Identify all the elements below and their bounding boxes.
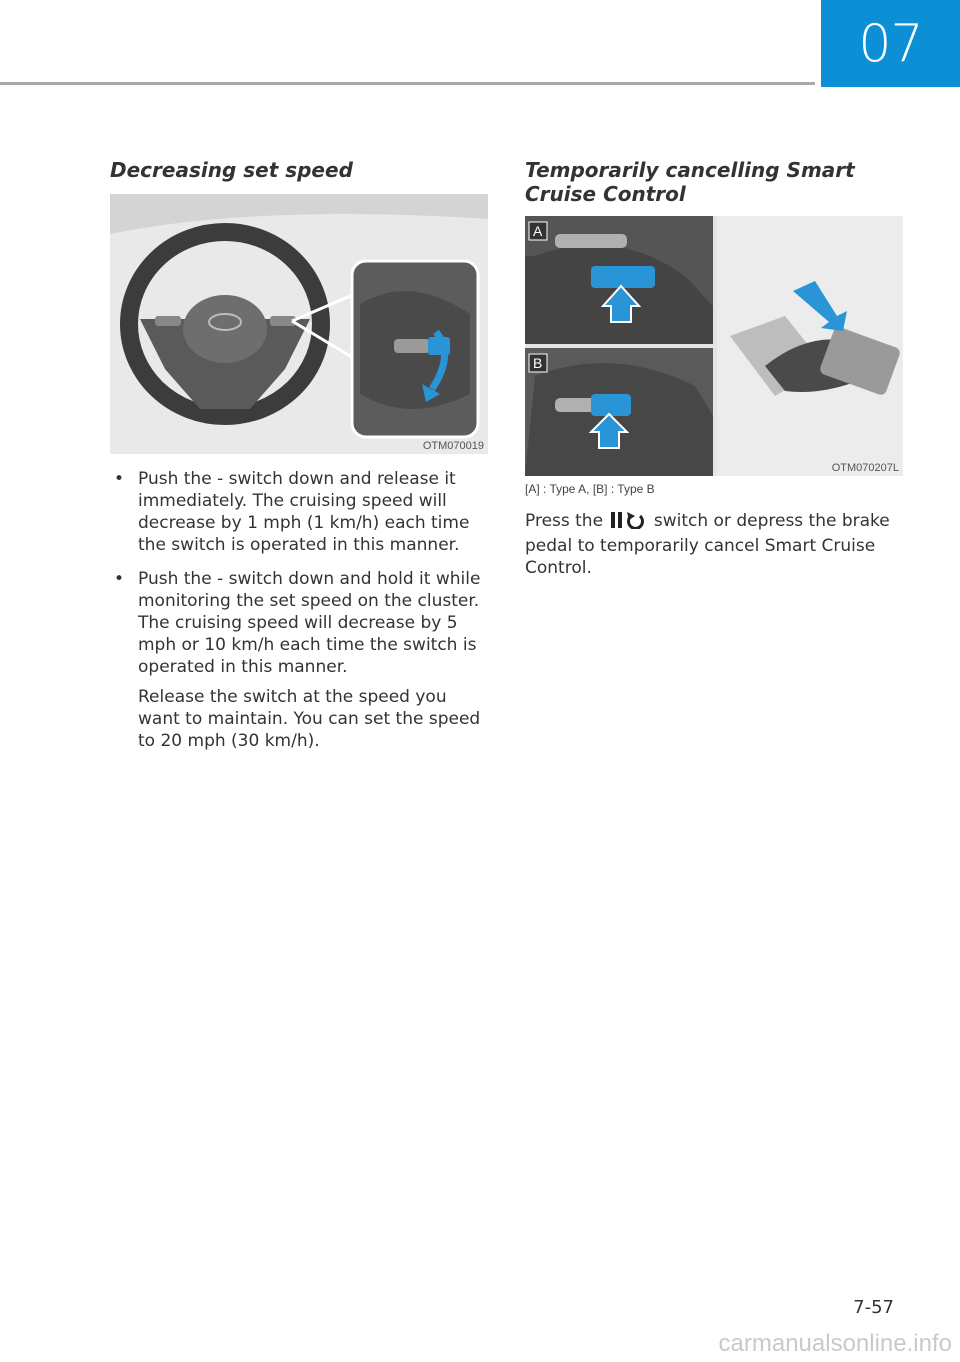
right-column <box>525 158 903 579</box>
figure-caption: [A] : Type A, [B] : Type B <box>525 482 655 496</box>
bullet-note: Release the switch at the speed you want to maintain. You can set the speed to 20 mph (30 km/h). <box>138 687 481 751</box>
bullet-list <box>110 468 488 752</box>
label-a: A <box>533 223 543 239</box>
bullet-text: Push the - switch down and hold it while monitoring the set speed on the cluster. The cruising speed will decrease by 5 mph or 10 km/h each time the switch is operated in this manner. <box>138 569 481 677</box>
chapter-tab <box>821 0 960 87</box>
steering-wheel-figure <box>110 194 488 454</box>
cancel-figure <box>525 216 903 476</box>
chapter-number: 07 <box>858 13 923 74</box>
bullet-icon: • <box>114 569 125 589</box>
body-paragraph <box>525 510 903 579</box>
label-b: B <box>533 355 543 371</box>
list-item <box>110 568 488 752</box>
list-item <box>110 468 488 556</box>
left-column <box>110 158 488 764</box>
figure-code: OTM070019 <box>422 440 484 452</box>
pause-resume-icon <box>610 511 646 535</box>
steering-wheel-illustration <box>110 194 488 454</box>
figure-code: OTM070207L <box>831 462 899 474</box>
section-title-cancelling: Temporarily cancelling Smart Cruise Control <box>525 158 855 206</box>
header-rule <box>0 82 815 85</box>
bullet-text: Push the - switch down and release it immediately. The cruising speed will decrease by 1 mph (1 km/h) each time the switch is operated in this manner. <box>138 469 470 555</box>
page-number: 7-57 <box>853 1297 894 1318</box>
body-text-start: Press the <box>525 511 604 531</box>
bullet-icon: • <box>114 469 125 489</box>
body-text-end: switch or depress the brake pedal to temporarily cancel Smart Cruise Control. <box>525 511 890 578</box>
section-title-decreasing: Decreasing set speed <box>110 158 353 182</box>
cancel-illustration <box>525 216 903 476</box>
watermark: carmanualsonline.info <box>718 1330 952 1357</box>
